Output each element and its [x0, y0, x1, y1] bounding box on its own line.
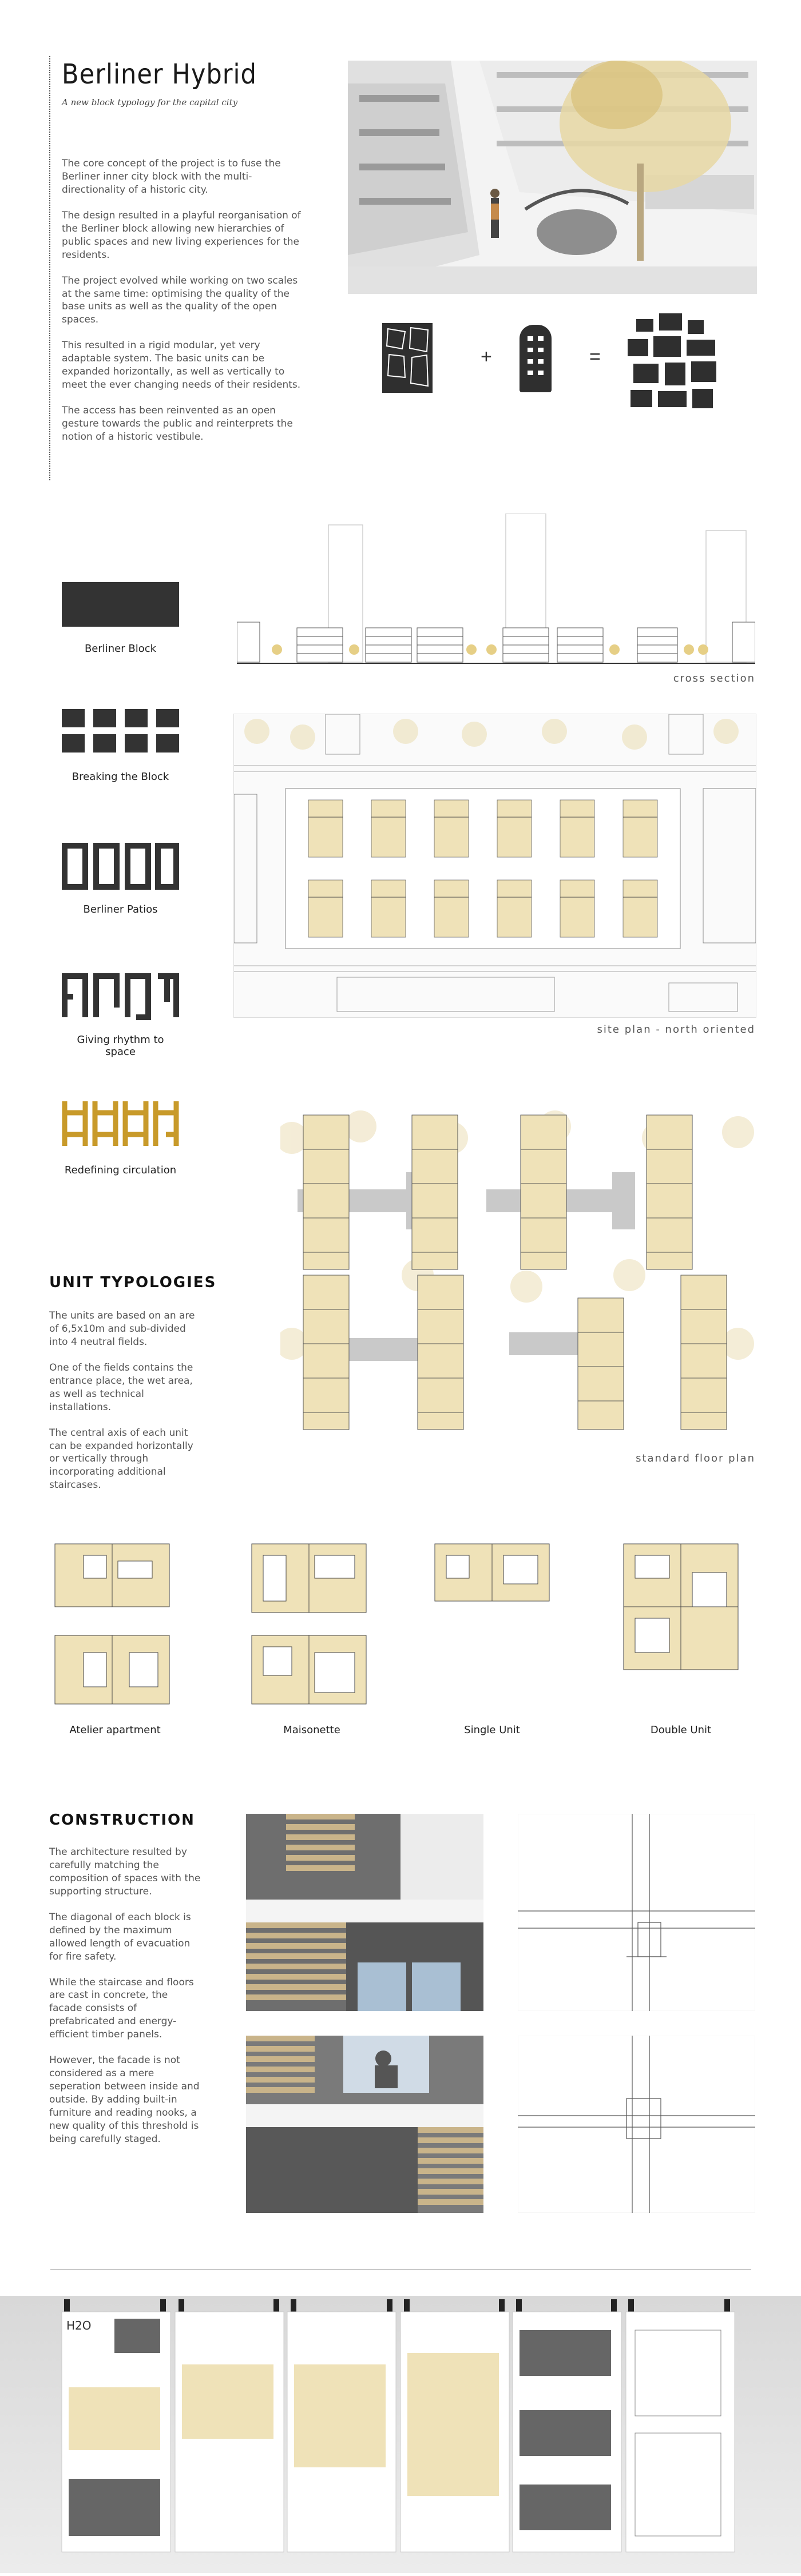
concept-step-label: Redefining circulation — [64, 1164, 177, 1176]
wall-section-detail-bottom — [518, 2036, 755, 2213]
floor-plan-caption: standard floor plan — [636, 1452, 755, 1464]
intro-paragraph: The core concept of the project is to fuse the Berliner inner city block with the multi-directionality of a historic city. — [62, 158, 281, 196]
site-plan-caption: site plan - north oriented — [597, 1024, 755, 1036]
facade-render-top — [246, 1814, 483, 2011]
cross-section-drawing — [237, 513, 755, 669]
intro-paragraph: The project evolved while working on two scales at the same time: optimising the quality of the base units as well as the quality of the open spaces. — [62, 274, 298, 326]
page-title: Berliner Hybrid — [62, 58, 257, 90]
construction-paragraph: While the staircase and floors are cast in concrete, the facade consists of prefabricated and energy-efficient timber panels. — [49, 1976, 194, 2041]
facade-render-bottom — [246, 2036, 483, 2213]
poster-gallery-illustration — [0, 2296, 801, 2573]
standard-floor-plan-drawing — [280, 1104, 755, 1438]
unit-type-label: Atelier apartment — [69, 1724, 161, 1736]
maisonette-plans — [240, 1538, 383, 1715]
unit-paragraph: One of the fields contains the entrance place, the wet area, as well as technical installations. — [49, 1361, 193, 1413]
block-fragment-diagram — [382, 323, 433, 393]
construction-paragraph: The diagonal of each block is defined by the maximum allowed length of evacuation for fire safety. — [49, 1911, 191, 1962]
concept-step-label: Breaking the Block — [72, 771, 169, 783]
berliner-patios-icon — [62, 843, 179, 890]
unit-type-label: Maisonette — [283, 1724, 340, 1736]
urban-block-result-diagram — [625, 313, 721, 413]
unit-typologies-heading: UNIT TYPOLOGIES — [49, 1274, 217, 1291]
poster-thumbnail-title: H2O — [66, 2319, 92, 2332]
berliner-block-icon — [62, 582, 179, 627]
plus-sign: + — [481, 346, 492, 368]
vestibule-diagram — [520, 325, 552, 392]
concept-step-label: Berliner Block — [84, 643, 157, 655]
construction-paragraph: The architecture resulted by carefully matching the composition of spaces with the supporting structure. — [49, 1846, 201, 1897]
poster-gallery — [0, 2296, 801, 2573]
page-subtitle: A new block typology for the capital city — [62, 97, 238, 108]
hero-rendering — [348, 61, 757, 294]
construction-heading: CONSTRUCTION — [49, 1811, 195, 1829]
section-divider — [50, 2269, 751, 2270]
unit-paragraph: The units are based on an are of 6,5x10m and sub-divided into 4 neutral fields. — [49, 1310, 195, 1348]
construction-text — [49, 1846, 204, 2159]
wall-section-detail-top — [518, 1814, 755, 2011]
concept-step-label: Giving rhythm to space — [77, 1034, 164, 1058]
unit-typologies-text — [49, 1309, 204, 1504]
cross-section-caption: cross section — [673, 672, 755, 684]
circulation-icon — [62, 1101, 179, 1146]
concept-step-label: Berliner Patios — [83, 903, 158, 915]
courtyard-illustration — [348, 61, 757, 294]
unit-paragraph: The central axis of each unit can be expanded horizontally or vertically through incorporating additional staircases. — [49, 1427, 193, 1491]
intro-paragraph: The design resulted in a playful reorganisation of the Berliner block allowing new hierarchies of public spaces and new living experiences for the residents. — [62, 209, 301, 261]
site-plan-drawing — [233, 714, 756, 1018]
equals-sign: = — [589, 346, 601, 368]
unit-type-label: Double Unit — [650, 1724, 712, 1736]
atelier-apartment-plans — [49, 1538, 181, 1715]
construction-paragraph: However, the facade is not considered as a mere seperation between inside and outside. By adding built-in furniture and reading nooks, a new quality of this threshold is being carefully staged. — [49, 2055, 200, 2145]
intro-paragraph: The access has been reinvented as an open gesture towards the public and reinterprets the notion of a historic vestibule. — [62, 405, 293, 443]
title-divider-line — [49, 56, 50, 480]
rhythm-icon — [62, 973, 179, 1020]
unit-type-label: Single Unit — [464, 1724, 520, 1736]
single-unit-plan — [423, 1538, 561, 1607]
breaking-block-icon — [62, 709, 179, 753]
intro-text — [62, 157, 302, 456]
double-unit-plan — [612, 1538, 755, 1675]
intro-paragraph: This resulted in a rigid modular, yet very adaptable system. The basic units can be expanded horizontally, as well as vertically to meet the ever changing needs of their residents. — [62, 340, 301, 391]
